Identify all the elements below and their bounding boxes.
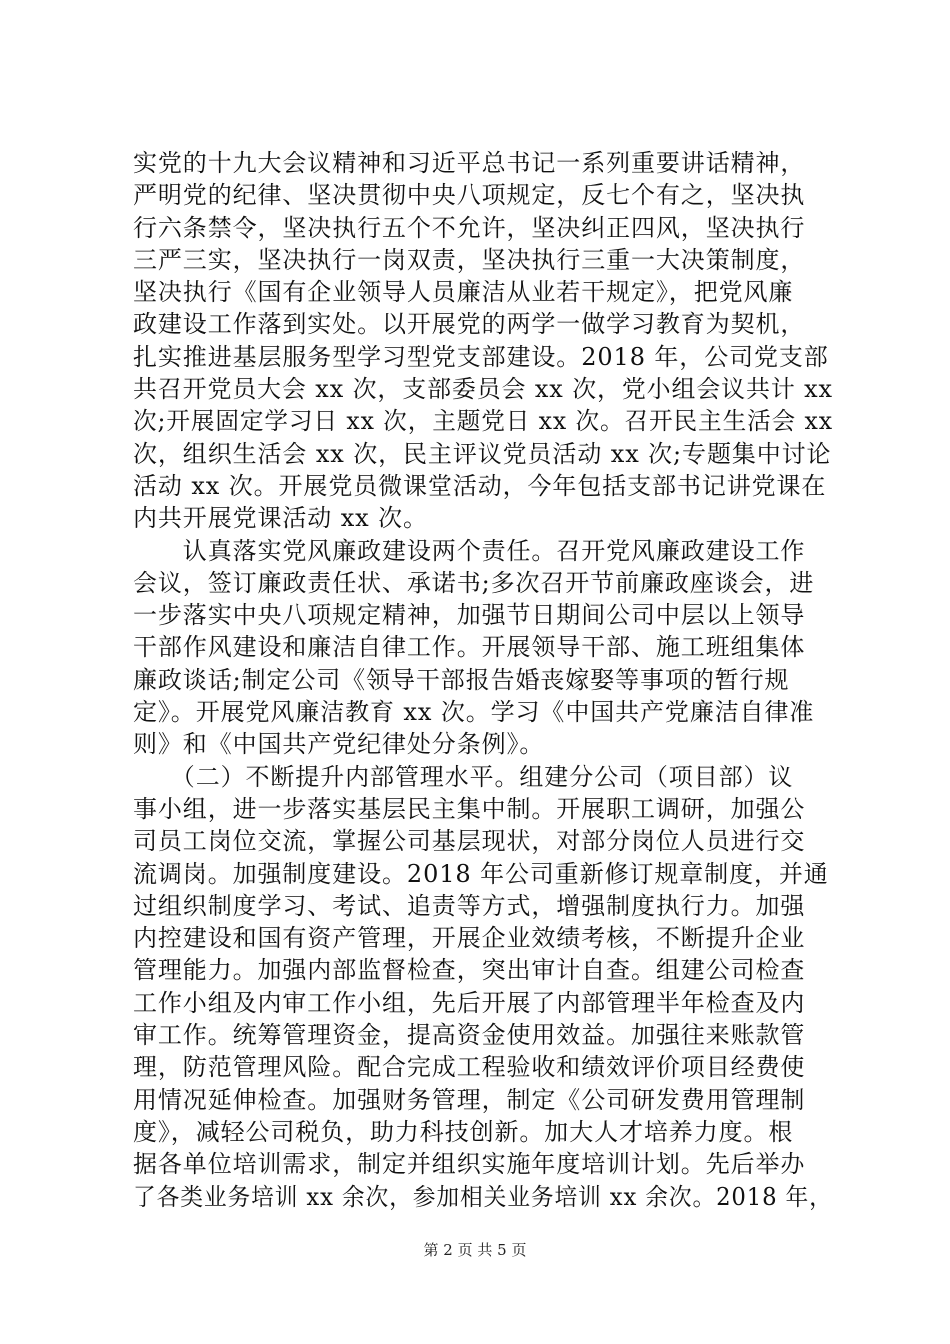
text-line: 工作小组及内审工作小组，先后开展了内部管理半年检查及内 (133, 988, 806, 1017)
text-line: 用情况延伸检查。加强财务管理，制定《公司研发费用管理制 (133, 1085, 806, 1114)
text-line: 实党的十九大会议精神和习近平总书记一系列重要讲话精神， (133, 149, 806, 177)
text-line: 坚决执行《国有企业领导人员廉洁从业若干规定》，把党风廉 (133, 278, 794, 307)
text-line: 廉政谈话;制定公司《领导干部报告婚丧嫁娶等事项的暂行规 (133, 665, 790, 694)
text-line: 政建设工作落到实处。以开展党的两学一做学习教育为契机， (133, 310, 806, 339)
text-line: 司员工岗位交流，掌握公司基层现状，对部分岗位人员进行交 (133, 827, 806, 856)
text-line: 则》和《中国共产党纪律处分条例》。 (133, 730, 545, 759)
text-line: 理，防范管理风险。配合完成工程验收和绩效评价项目经费使 (133, 1053, 806, 1082)
text-line: 活动 xx 次。开展党员微课堂活动，今年包括支部书记讲党课在 (133, 471, 827, 500)
text-line: 行六条禁令，坚决执行五个不允许，坚决纠正四风，坚决执行 (133, 213, 806, 242)
body-text (133, 147, 833, 1213)
text-line: 严明党的纪律、坚决贯彻中央八项规定，反七个有之，坚决执 (133, 181, 806, 210)
text-line: 据各单位培训需求，制定并组织实施年度培训计划。先后举办 (133, 1150, 806, 1179)
text-line: 内共开展党课活动 xx 次。 (133, 504, 428, 533)
text-line: 度》，减轻公司税负，助力科技创新。加大人才培养力度。根 (133, 1117, 794, 1146)
text-line: 事小组，进一步落实基层民主集中制。开展职工调研，加强公 (133, 794, 806, 823)
text-line: 审工作。统筹管理资金，提高资金使用效益。加强往来账款管 (133, 1021, 806, 1050)
text-line: 次，组织生活会 xx 次，民主评议党员活动 xx 次;专题集中讨论 (133, 439, 832, 468)
text-line: 扎实推进基层服务型学习型党支部建设。2018 年，公司党支部 (133, 342, 829, 371)
text-line: 次;开展固定学习日 xx 次，主题党日 xx 次。召开民主生活会 xx (133, 407, 833, 436)
text-line: 过组织制度学习、考试、追责等方式，增强制度执行力。加强 (133, 891, 806, 920)
text-line: 一步落实中央八项规定精神，加强节日期间公司中层以上领导 (133, 601, 806, 630)
text-line: 认真落实党风廉政建设两个责任。召开党风廉政建设工作 (133, 536, 806, 565)
text-line: 三严三实，坚决执行一岗双责，坚决执行三重一大决策制度， (133, 245, 806, 274)
text-line: （二）不断提升内部管理水平。组建分公司（项目部）议 (133, 762, 794, 791)
page-footer: 第 2 页 共 5 页 (423, 1241, 527, 1259)
text-line: 定》。开展党风廉洁教育 xx 次。学习《中国共产党廉洁自律准 (133, 698, 815, 727)
text-line: 干部作风建设和廉洁自律工作。开展领导干部、施工班组集体 (133, 633, 806, 662)
text-line: 流调岗。加强制度建设。2018 年公司重新修订规章制度，并通 (133, 859, 829, 888)
text-line: 了各类业务培训 xx 余次，参加相关业务培训 xx 余次。2018 年， (133, 1182, 833, 1211)
text-line: 管理能力。加强内部监督检查，突出审计自查。组建公司检查 (133, 956, 806, 985)
text-line: 会议，签订廉政责任状、承诺书;多次召开节前廉政座谈会，进 (133, 568, 815, 597)
text-line: 共召开党员大会 xx 次，支部委员会 xx 次，党小组会议共计 xx (133, 375, 833, 404)
text-line: 内控建设和国有资产管理，开展企业效绩考核，不断提升企业 (133, 924, 806, 953)
